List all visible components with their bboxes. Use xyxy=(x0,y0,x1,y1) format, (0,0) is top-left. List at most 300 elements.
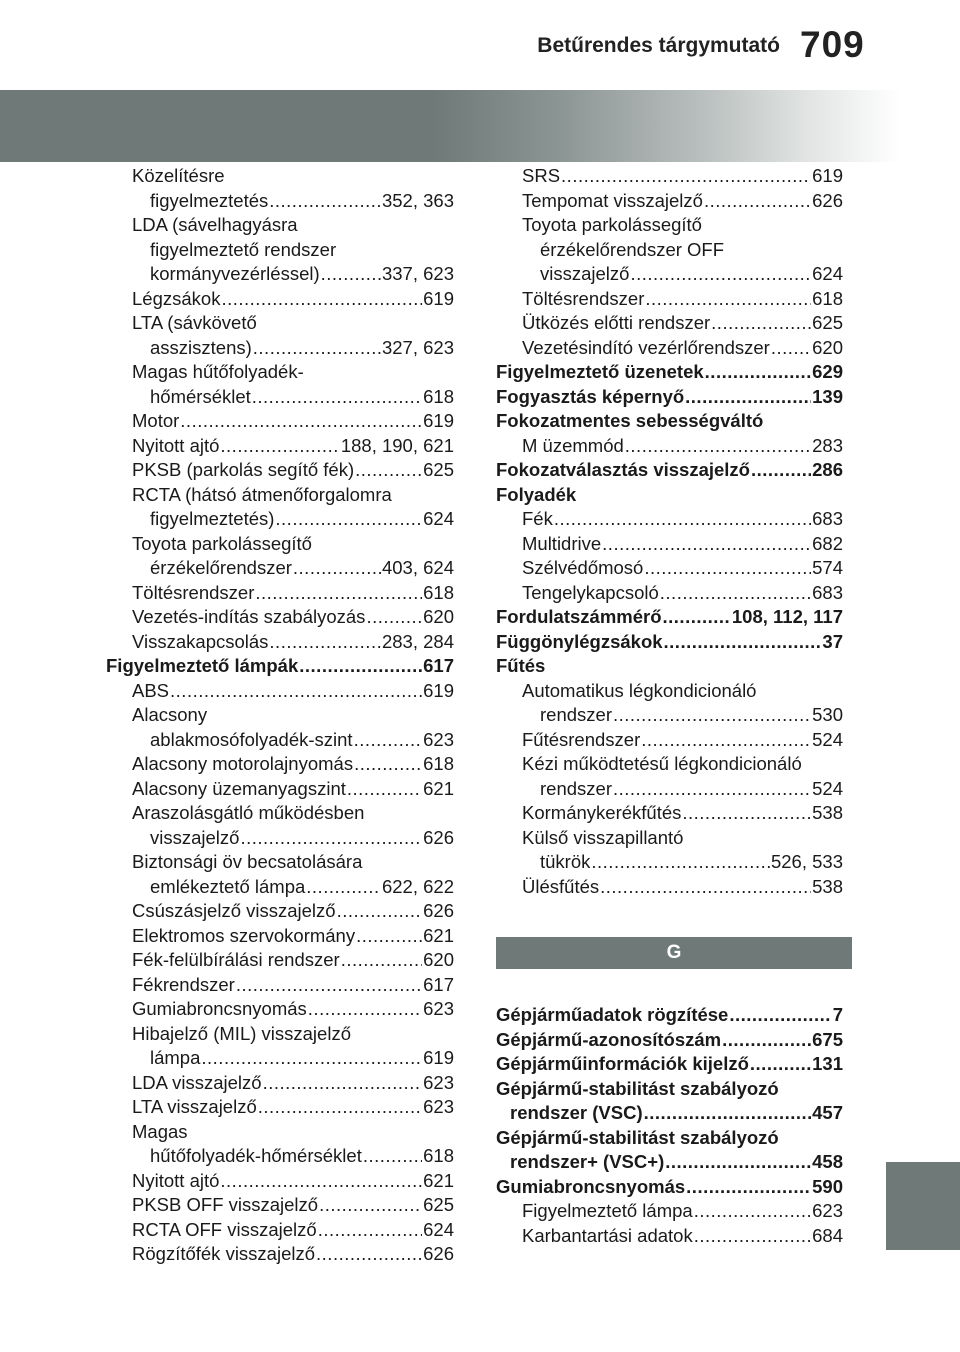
page-reference: 619 xyxy=(423,410,454,431)
dot-leader xyxy=(630,262,811,287)
page-reference: 337, 623 xyxy=(381,263,454,284)
index-sub-entry xyxy=(106,679,454,704)
page-reference: 625 xyxy=(423,1194,454,1215)
dot-leader xyxy=(252,385,422,410)
dot-leader xyxy=(354,728,423,753)
page-reference: 623 xyxy=(423,1071,454,1093)
index-sub-entry xyxy=(106,409,454,434)
index-main-entry xyxy=(496,1101,843,1126)
index-sub-entry xyxy=(106,164,454,189)
entry-text: LTA visszajelző xyxy=(132,1096,257,1117)
entry-text: figyelmeztetés xyxy=(150,189,269,211)
header-banner xyxy=(0,90,900,162)
dot-leader xyxy=(729,1003,831,1028)
entry-text: Ütközés előtti rendszer xyxy=(522,312,711,333)
page-reference: 458 xyxy=(812,1151,843,1172)
dot-leader xyxy=(554,507,811,532)
page-reference: 626 xyxy=(423,900,454,921)
page-reference: 624 xyxy=(812,263,843,284)
index-sub-entry xyxy=(496,752,843,777)
index-main-entry xyxy=(496,458,843,483)
entry-text: Tengelykapcsoló xyxy=(522,581,659,603)
page-reference: 619 xyxy=(423,679,454,701)
index-sub-entry xyxy=(106,1046,454,1071)
dot-leader xyxy=(664,630,822,655)
index-sub-entry xyxy=(496,1199,843,1224)
dot-leader xyxy=(321,262,381,287)
entry-text: SRS xyxy=(522,165,561,186)
dot-leader xyxy=(751,458,811,483)
page-reference: 108, 112, 117 xyxy=(731,606,843,627)
index-sub-entry xyxy=(106,997,454,1022)
page-reference: 620 xyxy=(423,606,454,627)
index-main-entry xyxy=(496,1175,843,1200)
page-reference: 538 xyxy=(812,802,843,823)
entry-text: Elektromos szervokormány xyxy=(132,924,356,946)
index-sub-entry xyxy=(496,875,843,900)
index-sub-entry xyxy=(496,1224,843,1249)
entry-text: asszisztens) xyxy=(150,336,252,358)
page-reference: 623 xyxy=(423,728,454,750)
entry-text: Nyitott ajtó xyxy=(132,1169,220,1191)
dot-leader xyxy=(316,1242,422,1267)
entry-text: Szélvédőmosó xyxy=(522,557,644,578)
index-sub-entry xyxy=(106,311,454,336)
entry-text: Függönylégzsákok xyxy=(496,630,663,652)
dot-leader xyxy=(253,336,381,361)
index-sub-entry xyxy=(496,801,843,826)
entry-text: ABS xyxy=(132,679,170,701)
page-reference: 286 xyxy=(812,459,843,480)
entry-text: tükrök xyxy=(540,851,591,872)
page-reference: 327, 623 xyxy=(381,336,454,358)
entry-text: emlékeztető lámpa xyxy=(150,875,306,897)
index-main-entry xyxy=(496,654,843,679)
dot-leader xyxy=(221,287,422,312)
entry-text: Figyelmeztető lámpák xyxy=(106,655,299,676)
page-reference: 626 xyxy=(423,1243,454,1264)
entry-text: RCTA OFF visszajelző xyxy=(132,1218,317,1240)
entry-text: Fűtés xyxy=(496,655,546,676)
chapter-thumb-tab xyxy=(886,1162,960,1250)
dot-leader xyxy=(613,777,811,802)
entry-text: Fokozatmentes sebességváltó xyxy=(496,410,764,431)
index-sub-entry xyxy=(106,581,454,606)
page-reference: 524 xyxy=(812,777,843,799)
dot-leader xyxy=(694,1199,811,1224)
entry-text: Gépjárműinformációk kijelző xyxy=(496,1053,749,1074)
entry-text: Motor xyxy=(132,410,180,431)
index-sub-entry xyxy=(106,532,454,557)
index-sub-entry xyxy=(106,213,454,238)
entry-text: Automatikus légkondicionáló xyxy=(522,679,757,701)
entry-text: Alacsony xyxy=(132,704,208,725)
page-reference: 590 xyxy=(812,1175,843,1197)
entry-text: Töltésrendszer xyxy=(132,581,255,603)
dot-leader xyxy=(306,875,381,900)
entry-text: M üzemmód xyxy=(522,434,624,456)
index-column-left xyxy=(106,164,454,1267)
page-reference: 617 xyxy=(423,655,454,676)
entry-text: Külső visszapillantó xyxy=(522,826,684,848)
entry-text: Magas xyxy=(132,1120,188,1142)
dot-leader xyxy=(308,997,422,1022)
dot-leader xyxy=(319,1193,422,1218)
index-sub-entry xyxy=(106,605,454,630)
page-reference: 626 xyxy=(812,189,843,211)
entry-text: Visszakapcsolás xyxy=(132,630,269,652)
dot-leader xyxy=(366,605,422,630)
dot-leader xyxy=(641,728,811,753)
page-reference: 619 xyxy=(423,1047,454,1068)
page-reference: 37 xyxy=(822,630,843,652)
index-sub-entry xyxy=(106,1242,454,1267)
page-reference: 625 xyxy=(812,312,843,333)
dot-leader xyxy=(686,1175,811,1200)
entry-text: Alacsony motorolajnyomás xyxy=(132,753,354,774)
index-sub-entry xyxy=(106,1022,454,1047)
entry-text: Figyelmeztető lámpa xyxy=(522,1200,693,1221)
entry-text: Közelítésre xyxy=(132,165,225,186)
entry-text: Magas hűtőfolyadék- xyxy=(132,361,304,382)
index-sub-entry xyxy=(106,777,454,802)
dot-leader xyxy=(704,189,811,214)
entry-text: Biztonsági öv becsatolására xyxy=(132,851,363,872)
index-sub-entry xyxy=(496,238,843,263)
page-reference: 618 xyxy=(423,581,454,603)
page-reference: 682 xyxy=(812,532,843,554)
index-sub-entry xyxy=(496,581,843,606)
entry-text: Ülésfűtés xyxy=(522,875,600,897)
page-reference: 618 xyxy=(423,753,454,774)
page-reference: 618 xyxy=(423,385,454,407)
index-sub-entry xyxy=(106,1193,454,1218)
index-main-entry xyxy=(496,409,843,434)
dot-leader xyxy=(258,1095,422,1120)
entry-text: kormányvezérléssel) xyxy=(150,263,320,284)
page-reference: 283 xyxy=(812,434,843,456)
index-sub-entry xyxy=(106,287,454,312)
entry-text: érzékelőrendszer OFF xyxy=(540,238,725,260)
entry-text: rendszer xyxy=(540,777,612,799)
index-sub-entry xyxy=(496,164,843,189)
index-sub-entry xyxy=(496,189,843,214)
index-sub-entry xyxy=(106,948,454,973)
entry-text: rendszer xyxy=(540,704,612,725)
entry-text: visszajelző xyxy=(150,826,240,848)
index-sub-entry xyxy=(496,213,843,238)
dot-leader xyxy=(644,556,811,581)
index-main-entry xyxy=(496,605,843,630)
page-reference: 574 xyxy=(812,557,843,578)
entry-text: Fordulatszámmérő xyxy=(496,606,662,627)
page-reference: 618 xyxy=(812,287,843,309)
dot-leader xyxy=(341,948,422,973)
index-main-entry xyxy=(496,1052,843,1077)
index-sub-entry xyxy=(106,360,454,385)
index-sub-entry xyxy=(106,1120,454,1145)
index-main-entry xyxy=(496,1150,843,1175)
entry-text: PKSB OFF visszajelző xyxy=(132,1194,319,1215)
index-sub-entry xyxy=(496,728,843,753)
page-reference: 621 xyxy=(423,777,454,799)
entry-text: Rögzítőfék visszajelző xyxy=(132,1243,316,1264)
dot-leader xyxy=(600,875,811,900)
page-reference: 620 xyxy=(423,949,454,970)
dot-leader xyxy=(711,311,811,336)
index-main-entry xyxy=(496,1003,843,1028)
dot-leader xyxy=(236,973,422,998)
page-reference: 139 xyxy=(812,385,843,407)
index-sub-entry xyxy=(106,385,454,410)
entry-text: LTA (sávkövető xyxy=(132,312,257,333)
index-sub-entry xyxy=(496,311,843,336)
dot-leader xyxy=(645,287,811,312)
index-main-entry xyxy=(496,1028,843,1053)
dot-leader xyxy=(275,507,422,532)
entry-text: Gépjármű-stabilitást szabályozó xyxy=(496,1077,779,1099)
entry-text: Kormánykerékfűtés xyxy=(522,802,682,823)
index-group-f xyxy=(496,164,843,899)
entry-text: rendszer+ (VSC+) xyxy=(510,1151,665,1172)
index-sub-entry xyxy=(106,1071,454,1096)
index-sub-entry xyxy=(106,924,454,949)
dot-leader xyxy=(356,924,422,949)
dot-leader xyxy=(269,189,381,214)
dot-leader xyxy=(682,801,811,826)
index-sub-entry xyxy=(496,556,843,581)
dot-leader xyxy=(705,360,811,385)
section-letter-band: G xyxy=(496,937,852,969)
index-sub-entry xyxy=(496,287,843,312)
index-sub-entry xyxy=(106,262,454,287)
entry-text: Figyelmeztető üzenetek xyxy=(496,361,704,382)
page-reference: 623 xyxy=(812,1200,843,1221)
page-reference: 675 xyxy=(812,1028,843,1050)
entry-text: LDA (sávelhagyásra xyxy=(132,214,298,235)
dot-leader xyxy=(299,654,422,679)
page-reference: 352, 363 xyxy=(381,189,454,211)
entry-text: Nyitott ajtó xyxy=(132,434,220,456)
entry-text: Kézi működtetésű légkondicionáló xyxy=(522,753,802,774)
index-sub-entry xyxy=(106,336,454,361)
page-reference: 619 xyxy=(423,287,454,309)
dot-leader xyxy=(663,605,731,630)
index-main-entry xyxy=(496,1077,843,1102)
page-reference: 620 xyxy=(812,336,843,358)
dot-leader xyxy=(722,1028,811,1053)
entry-text: Fék xyxy=(522,508,553,529)
entry-text: Légzsákok xyxy=(132,287,221,309)
index-sub-entry xyxy=(106,752,454,777)
entry-text: LDA visszajelző xyxy=(132,1071,262,1093)
entry-text: Gumiabroncsnyomás xyxy=(496,1175,686,1197)
index-main-entry xyxy=(496,1126,843,1151)
index-sub-entry xyxy=(106,728,454,753)
page-reference: 538 xyxy=(812,875,843,897)
entry-text: Csúszásjelző visszajelző xyxy=(132,900,336,921)
entry-text: Töltésrendszer xyxy=(522,287,645,309)
entry-text: visszajelző xyxy=(540,263,630,284)
entry-text: Toyota parkolássegítő xyxy=(132,532,312,554)
running-header-title: Betűrendes tárgymutató xyxy=(537,34,780,57)
dot-leader xyxy=(293,556,381,581)
index-main-entry xyxy=(496,630,843,655)
index-sub-entry xyxy=(496,777,843,802)
index-sub-entry xyxy=(106,801,454,826)
entry-text: Fogyasztás képernyő xyxy=(496,385,685,407)
index-sub-entry xyxy=(496,703,843,728)
index-sub-entry xyxy=(106,703,454,728)
entry-text: Gumiabroncsnyomás xyxy=(132,998,307,1019)
page-reference: 683 xyxy=(812,581,843,603)
dot-leader xyxy=(591,850,770,875)
entry-text: Karbantartási adatok xyxy=(522,1224,693,1246)
page-reference: 131 xyxy=(812,1053,843,1074)
index-sub-entry xyxy=(106,556,454,581)
entry-text: RCTA (hátsó átmenőforgalomra xyxy=(132,483,392,505)
page-reference: 530 xyxy=(812,704,843,725)
dot-leader xyxy=(255,581,422,606)
entry-text: lámpa xyxy=(150,1047,201,1068)
entry-text: Vezetés-indítás szabályozás xyxy=(132,606,366,627)
entry-text: Gépjármű-azonosítószám xyxy=(496,1028,722,1050)
page-reference: 626 xyxy=(423,826,454,848)
page-reference: 683 xyxy=(812,508,843,529)
index-sub-entry xyxy=(496,826,843,851)
dot-leader xyxy=(644,1101,812,1126)
entry-text: Araszolásgátló működésben xyxy=(132,802,365,823)
page-reference: 526, 533 xyxy=(770,851,843,872)
entry-text: Gépjárműadatok rögzítése xyxy=(496,1004,729,1025)
page-reference: 623 xyxy=(423,998,454,1019)
dot-leader xyxy=(685,385,811,410)
dot-leader xyxy=(771,336,811,361)
dot-leader xyxy=(347,777,422,802)
dot-leader xyxy=(355,458,422,483)
page-reference: 621 xyxy=(423,1169,454,1191)
entry-text: Alacsony üzemanyagszint xyxy=(132,777,346,799)
page-reference: 618 xyxy=(423,1145,454,1166)
index-sub-entry xyxy=(106,875,454,900)
dot-leader xyxy=(180,409,422,434)
page-reference: 617 xyxy=(423,973,454,995)
index-sub-entry xyxy=(496,336,843,361)
dot-leader xyxy=(220,434,339,459)
dot-leader xyxy=(240,826,422,851)
index-sub-entry xyxy=(106,458,454,483)
index-main-entry xyxy=(106,654,454,679)
dot-leader xyxy=(613,703,811,728)
dot-leader xyxy=(201,1046,422,1071)
page-reference: 623 xyxy=(423,1096,454,1117)
entry-text: Tempomat visszajelző xyxy=(522,189,703,211)
index-main-entry xyxy=(496,385,843,410)
index-main-entry xyxy=(496,360,843,385)
dot-leader xyxy=(625,434,811,459)
page-reference: 624 xyxy=(423,508,454,529)
page-reference: 624 xyxy=(423,1218,454,1240)
page-reference: 684 xyxy=(812,1224,843,1246)
dot-leader xyxy=(263,1071,423,1096)
dot-leader xyxy=(170,679,422,704)
index-sub-entry xyxy=(106,899,454,924)
entry-text: Toyota parkolássegítő xyxy=(522,214,702,235)
page-reference: 7 xyxy=(832,1004,843,1025)
index-sub-entry xyxy=(106,630,454,655)
dot-leader xyxy=(750,1052,811,1077)
index-column-right xyxy=(496,164,843,1248)
entry-text: Fékrendszer xyxy=(132,973,235,995)
index-sub-entry xyxy=(496,850,843,875)
index-sub-entry xyxy=(106,1218,454,1243)
index-main-entry xyxy=(496,483,843,508)
entry-text: Fék-felülbírálási rendszer xyxy=(132,949,340,970)
dot-leader xyxy=(220,1169,422,1194)
index-sub-entry xyxy=(106,973,454,998)
index-sub-entry xyxy=(106,507,454,532)
index-sub-entry xyxy=(496,532,843,557)
entry-text: Multidrive xyxy=(522,532,602,554)
index-sub-entry xyxy=(106,850,454,875)
page-reference: 625 xyxy=(423,459,454,480)
dot-leader xyxy=(561,164,811,189)
entry-text: Hibajelző (MIL) visszajelző xyxy=(132,1022,351,1044)
entry-text: Folyadék xyxy=(496,483,577,505)
page-reference: 629 xyxy=(812,361,843,382)
entry-text: érzékelőrendszer xyxy=(150,557,292,578)
index-sub-entry xyxy=(106,1144,454,1169)
dot-leader xyxy=(694,1224,811,1249)
entry-text: ablakmosófolyadék-szint xyxy=(150,728,353,750)
index-sub-entry xyxy=(106,483,454,508)
index-sub-entry xyxy=(496,434,843,459)
index-sub-entry xyxy=(106,1169,454,1194)
dot-leader xyxy=(660,581,811,606)
entry-text: Fűtésrendszer xyxy=(522,728,641,750)
entry-text: Gépjármű-stabilitást szabályozó xyxy=(496,1126,779,1148)
index-sub-entry xyxy=(496,262,843,287)
index-sub-entry xyxy=(496,679,843,704)
page-reference: 622, 622 xyxy=(381,875,454,897)
entry-text: Fokozatválasztás visszajelző xyxy=(496,459,750,480)
dot-leader xyxy=(363,1144,422,1169)
entry-text: hőmérséklet xyxy=(150,385,251,407)
index-sub-entry xyxy=(106,1095,454,1120)
page-reference: 457 xyxy=(812,1102,843,1123)
dot-leader xyxy=(269,630,381,655)
entry-text: figyelmeztetés) xyxy=(150,508,275,529)
entry-text: rendszer (VSC) xyxy=(510,1102,643,1123)
page-reference: 619 xyxy=(812,165,843,186)
dot-leader xyxy=(318,1218,422,1243)
index-sub-entry xyxy=(106,434,454,459)
page-reference: 283, 284 xyxy=(381,630,454,652)
entry-text: figyelmeztető rendszer xyxy=(150,238,337,260)
dot-leader xyxy=(354,752,422,777)
dot-leader xyxy=(602,532,811,557)
index-sub-entry xyxy=(106,189,454,214)
page-reference: 621 xyxy=(423,924,454,946)
index-group-g xyxy=(496,1003,843,1248)
index-sub-entry xyxy=(106,238,454,263)
page-reference: 188, 190, 621 xyxy=(340,434,454,456)
page-reference: 403, 624 xyxy=(381,557,454,578)
entry-text: hűtőfolyadék-hőmérséklet xyxy=(150,1145,362,1166)
index-sub-entry xyxy=(106,826,454,851)
dot-leader xyxy=(665,1150,811,1175)
entry-text: Vezetésindító vezérlőrendszer xyxy=(522,336,770,358)
